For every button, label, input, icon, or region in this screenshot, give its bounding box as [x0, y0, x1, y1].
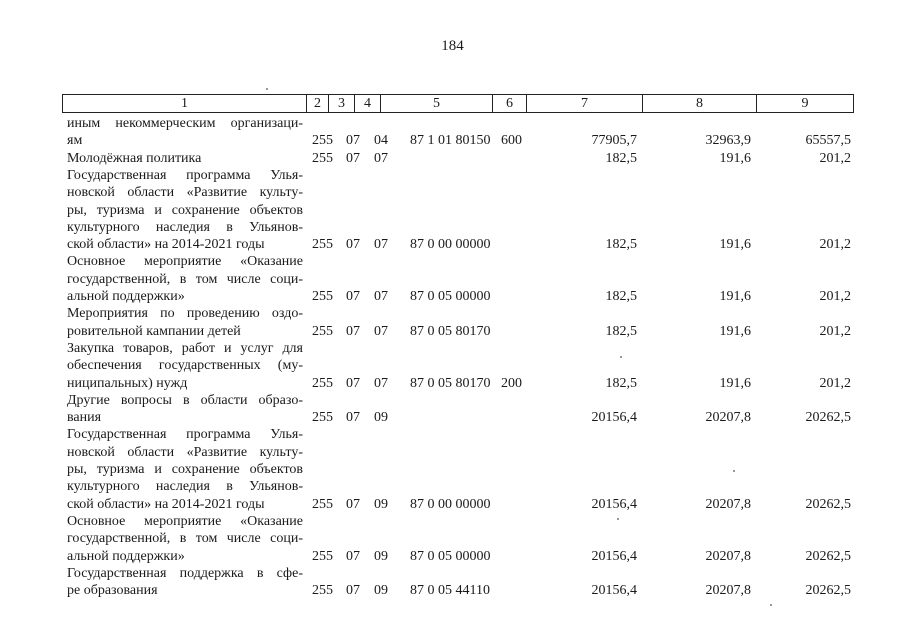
row-cell-c7: 20156,4	[591, 496, 637, 512]
row-cell-c7: 20156,4	[591, 410, 637, 426]
row-name-line: государственной, в том числе соци-	[67, 271, 303, 287]
row-cell-c5: 87 0 05 44110	[410, 583, 490, 599]
row-cell-c5: 87 0 05 00000	[410, 548, 491, 564]
row-name-line: вания	[67, 410, 102, 426]
row-cell-c7: 77905,7	[591, 133, 637, 149]
row-cell-c7: 182,5	[605, 150, 637, 166]
row-name-line: новской области «Развитие культу-	[67, 444, 303, 460]
row-name-line: Закупка товаров, работ и услуг для	[67, 340, 303, 356]
row-cell-c3: 07	[346, 583, 360, 599]
row-cell-c3: 07	[346, 150, 360, 166]
row-name-line: новской области «Развитие культу-	[67, 185, 303, 201]
row-cell-c2: 255	[312, 237, 333, 253]
row-cell-c4: 09	[374, 548, 388, 564]
row-cell-c5: 87 0 05 00000	[410, 289, 491, 304]
row-cell-c9: 65557,5	[805, 133, 851, 149]
row-cell-c7: 20156,4	[591, 583, 637, 599]
row-cell-c4: 07	[374, 375, 388, 391]
row-cell-c4: 07	[374, 323, 388, 339]
row-cell-c9: 20262,5	[805, 583, 851, 599]
row-cell-c8: 32963,9	[705, 133, 751, 149]
row-cell-c9: 20262,5	[805, 496, 851, 512]
page-number: 184	[441, 38, 464, 54]
row-cell-c8: 191,6	[719, 323, 751, 339]
row-cell-c6: 600	[501, 133, 522, 149]
row-cell-c6: 200	[501, 375, 522, 391]
row-cell-c2: 255	[312, 150, 333, 166]
row-cell-c5: 87 0 00 00000	[410, 496, 491, 512]
row-cell-c9: 20262,5	[805, 410, 851, 426]
scan-speck	[733, 470, 735, 472]
row-cell-c3: 07	[346, 375, 360, 391]
row-cell-c9: 20262,5	[805, 548, 851, 564]
row-cell-c3: 07	[346, 496, 360, 512]
row-cell-c8: 191,6	[719, 375, 751, 391]
row-cell-c3: 07	[346, 410, 360, 426]
row-cell-c9: 201,2	[819, 323, 851, 339]
row-name-line: Молодёжная политика	[67, 150, 202, 166]
row-cell-c8: 20207,8	[705, 583, 751, 599]
row-name-line: альной поддержки»	[67, 548, 185, 564]
row-name-line: ры, туризма и сохранение объектов	[67, 462, 303, 477]
row-name-line: ры, туризма и сохранение объектов	[67, 202, 303, 218]
row-cell-c9: 201,2	[819, 375, 851, 391]
header-col-8: 8	[643, 95, 757, 112]
scan-speck	[617, 518, 619, 520]
row-name-line: ской области» на 2014-2021 годы	[67, 496, 265, 512]
row-cell-c7: 182,5	[605, 237, 637, 253]
row-name-line: культурного наследия в Ульянов-	[67, 479, 303, 495]
header-col-3: 3	[329, 95, 355, 112]
row-cell-c8: 191,6	[719, 150, 751, 166]
row-cell-c9: 201,2	[819, 289, 851, 304]
header-col-7: 7	[527, 95, 643, 112]
row-cell-c2: 255	[312, 410, 333, 426]
row-cell-c5: 87 0 00 00000	[410, 237, 491, 253]
row-cell-c8: 20207,8	[705, 548, 751, 564]
scan-speck	[770, 604, 772, 606]
row-cell-c4: 09	[374, 496, 388, 512]
row-cell-c9: 201,2	[819, 237, 851, 253]
header-col-9: 9	[801, 96, 809, 111]
row-cell-c2: 255	[312, 583, 333, 599]
row-cell-c2: 255	[312, 496, 333, 512]
row-cell-c3: 07	[346, 133, 360, 149]
row-name-line: ниципальных) нужд	[67, 375, 188, 391]
row-name-line: ской области» на 2014-2021 годы	[67, 237, 265, 253]
row-cell-c2: 255	[312, 289, 333, 304]
row-cell-c8: 191,6	[719, 237, 751, 253]
row-cell-c8: 191,6	[719, 289, 751, 304]
row-cell-c4: 07	[374, 150, 388, 166]
scan-speck	[266, 88, 268, 90]
row-cell-c7: 182,5	[605, 323, 637, 339]
row-cell-c2: 255	[312, 133, 333, 149]
row-name-line: Основное мероприятие «Оказание	[67, 254, 303, 270]
row-name-line: Государственная программа Улья-	[67, 427, 303, 443]
row-cell-c4: 07	[374, 289, 388, 304]
row-name-line: ям	[67, 133, 83, 149]
scan-speck	[620, 356, 622, 358]
row-cell-c8: 20207,8	[705, 410, 751, 426]
row-cell-c3: 07	[346, 548, 360, 564]
row-name-line: Государственная программа Улья-	[67, 167, 303, 183]
row-cell-c9: 201,2	[819, 150, 851, 166]
row-cell-c2: 255	[312, 548, 333, 564]
header-col-2: 2	[307, 95, 329, 112]
row-cell-c2: 255	[312, 375, 333, 391]
row-cell-c7: 182,5	[605, 289, 637, 304]
row-cell-c3: 07	[346, 289, 360, 304]
row-name-line: обеспечения государственных (му-	[67, 358, 303, 374]
row-cell-c4: 04	[374, 133, 388, 149]
row-cell-c8: 20207,8	[705, 496, 751, 512]
row-name-line: Другие вопросы в области образо-	[67, 392, 303, 408]
row-cell-c5: 87 0 05 80170	[410, 323, 491, 339]
header-col-1: 1	[63, 95, 307, 112]
row-name-line: иным некоммерческим организаци-	[67, 116, 303, 131]
row-cell-c7: 20156,4	[591, 548, 637, 564]
header-col-6: 6	[493, 95, 527, 112]
row-name-line: Мероприятия по проведению оздо-	[67, 306, 303, 322]
row-name-line: государственной, в том числе соци-	[67, 531, 303, 547]
row-cell-c3: 07	[346, 323, 360, 339]
row-cell-c3: 07	[346, 237, 360, 253]
row-cell-c4: 07	[374, 237, 388, 253]
row-name-line: ре образования	[67, 583, 158, 599]
row-name-line: Государственная поддержка в сфе-	[67, 565, 303, 581]
table-header-row	[62, 94, 854, 113]
row-cell-c5: 87 1 01 80150	[410, 133, 491, 149]
row-name-line: Основное мероприятие «Оказание	[67, 513, 303, 529]
row-cell-c2: 255	[312, 323, 333, 339]
header-col-5: 5	[381, 95, 493, 112]
row-name-line: альной поддержки»	[67, 289, 185, 304]
row-cell-c4: 09	[374, 410, 388, 426]
row-cell-c7: 182,5	[605, 375, 637, 391]
row-cell-c5: 87 0 05 80170	[410, 375, 491, 391]
row-name-line: культурного наследия в Ульянов-	[67, 219, 303, 235]
row-name-line: ровительной кампании детей	[67, 323, 241, 339]
row-cell-c4: 09	[374, 583, 388, 599]
header-col-4: 4	[355, 95, 381, 112]
